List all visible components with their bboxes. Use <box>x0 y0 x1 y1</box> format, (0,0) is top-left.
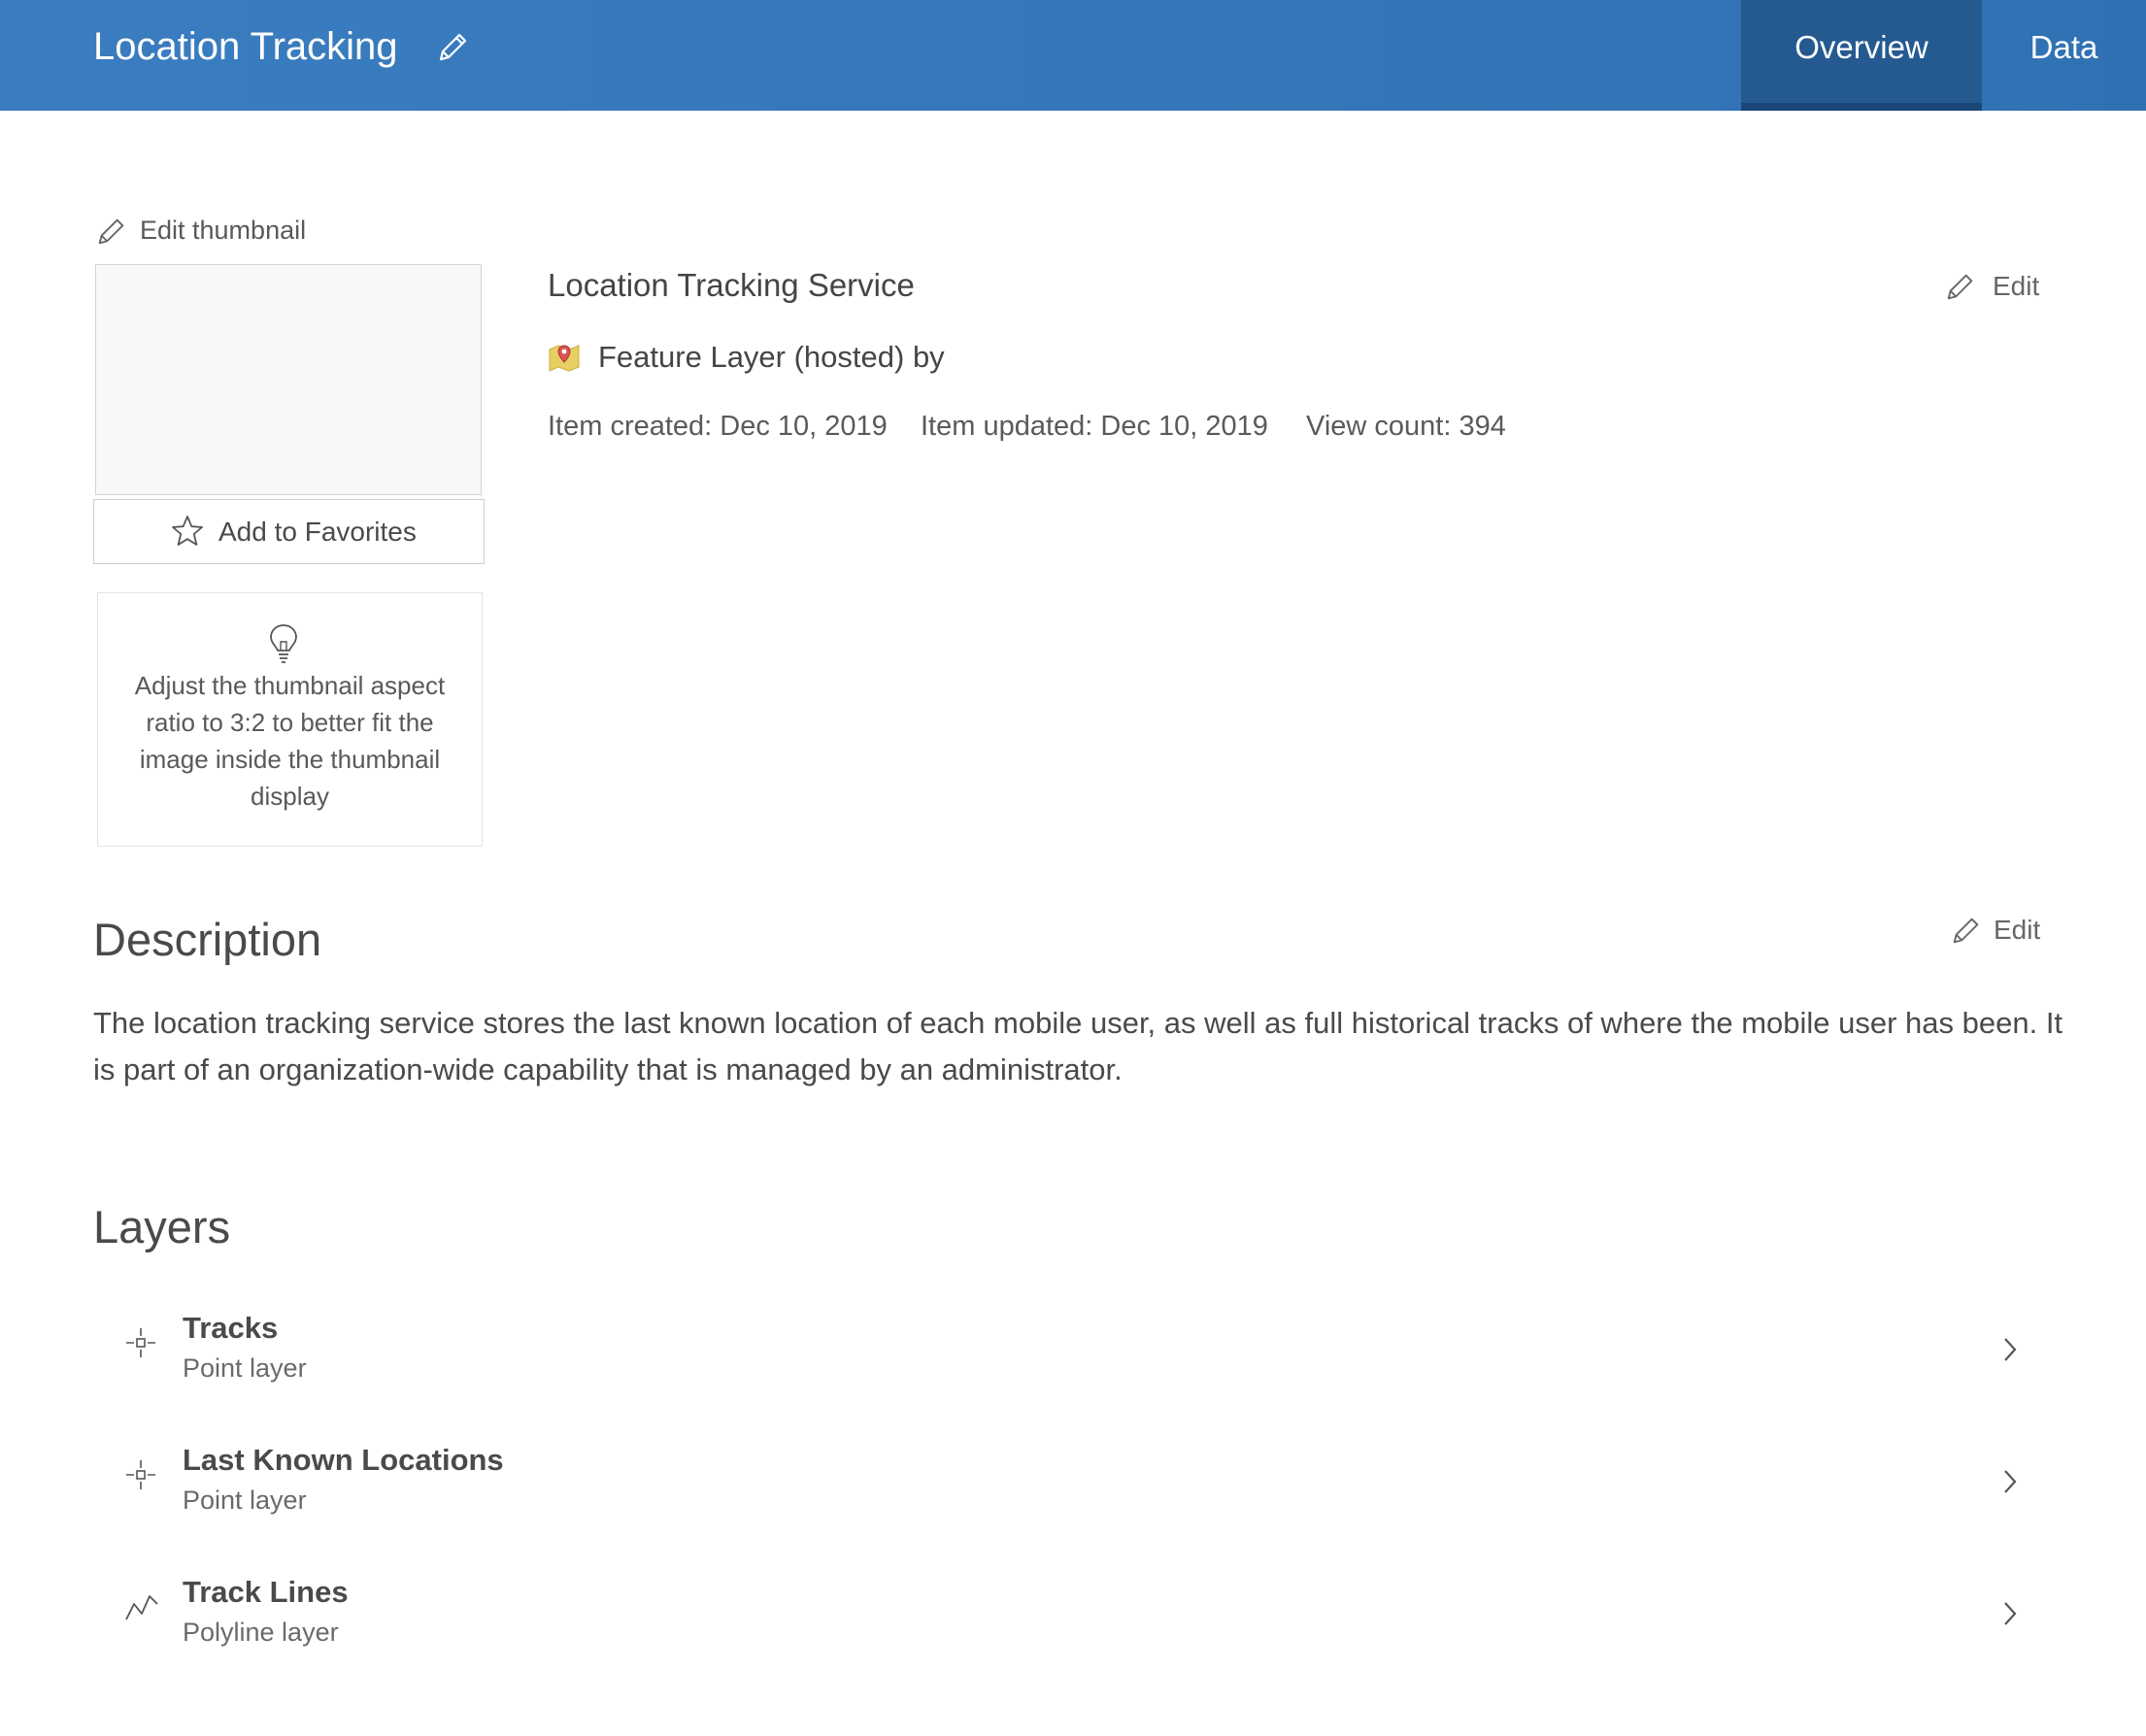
pencil-icon <box>95 215 128 248</box>
layer-item-track-lines[interactable] <box>93 1561 2049 1668</box>
star-icon <box>170 514 205 549</box>
description-heading: Description <box>93 914 322 965</box>
layers-heading: Layers <box>93 1201 231 1252</box>
chevron-right-icon <box>2000 1334 2020 1365</box>
thumbnail-tip <box>97 592 483 847</box>
layer-type: Point layer <box>183 1353 307 1383</box>
pencil-icon <box>435 30 470 65</box>
polyline-layer-icon <box>124 1590 159 1623</box>
layer-type: Point layer <box>183 1486 307 1515</box>
layer-type: Polyline layer <box>183 1618 339 1647</box>
item-title: Location Tracking Service <box>548 267 915 303</box>
view-count: View count: 394 <box>1306 411 1506 442</box>
edit-thumbnail-label: Edit thumbnail <box>140 216 307 245</box>
edit-title-button[interactable] <box>435 30 470 65</box>
point-layer-icon <box>124 1458 157 1491</box>
thumbnail-image <box>95 264 482 495</box>
item-created-date: Item created: Dec 10, 2019 <box>548 411 888 442</box>
tab-overview[interactable]: Overview <box>1741 0 1982 111</box>
edit-description-label: Edit <box>1994 915 2041 945</box>
item-type-label: Feature Layer (hosted) by <box>598 340 945 374</box>
tab-data[interactable]: Data <box>2029 29 2098 65</box>
item-updated-date: Item updated: Dec 10, 2019 <box>921 411 1268 442</box>
pencil-icon <box>1950 914 1983 947</box>
layer-item-last-known-locations[interactable] <box>93 1429 2049 1536</box>
layer-name: Last Known Locations <box>183 1443 504 1477</box>
chevron-right-icon <box>2000 1466 2020 1497</box>
edit-summary-label: Edit <box>1993 271 2040 301</box>
add-to-favorites-button[interactable] <box>93 499 485 564</box>
layer-name: Tracks <box>183 1311 279 1345</box>
description-text: The location tracking service stores the last known location of each mobile user, as well as full historical tracks of where the mobile user has been. It is part of an organization-wide capability that is managed by an administrator. <box>93 1006 2063 1086</box>
pencil-icon <box>1944 270 1977 303</box>
page-title: Location Tracking <box>93 25 398 68</box>
layer-name: Track Lines <box>183 1575 349 1609</box>
header-bar <box>0 0 2146 111</box>
layer-item-tracks[interactable] <box>93 1297 2049 1404</box>
chevron-right-icon <box>2000 1598 2020 1629</box>
point-layer-icon <box>124 1326 157 1359</box>
feature-layer-icon <box>548 342 581 373</box>
add-to-favorites-label: Add to Favorites <box>218 517 417 547</box>
tip-text: Adjust the thumbnail aspect ratio to 3:2 to better fit the image inside the thumbnail display <box>134 671 446 811</box>
lightbulb-icon <box>267 622 300 665</box>
